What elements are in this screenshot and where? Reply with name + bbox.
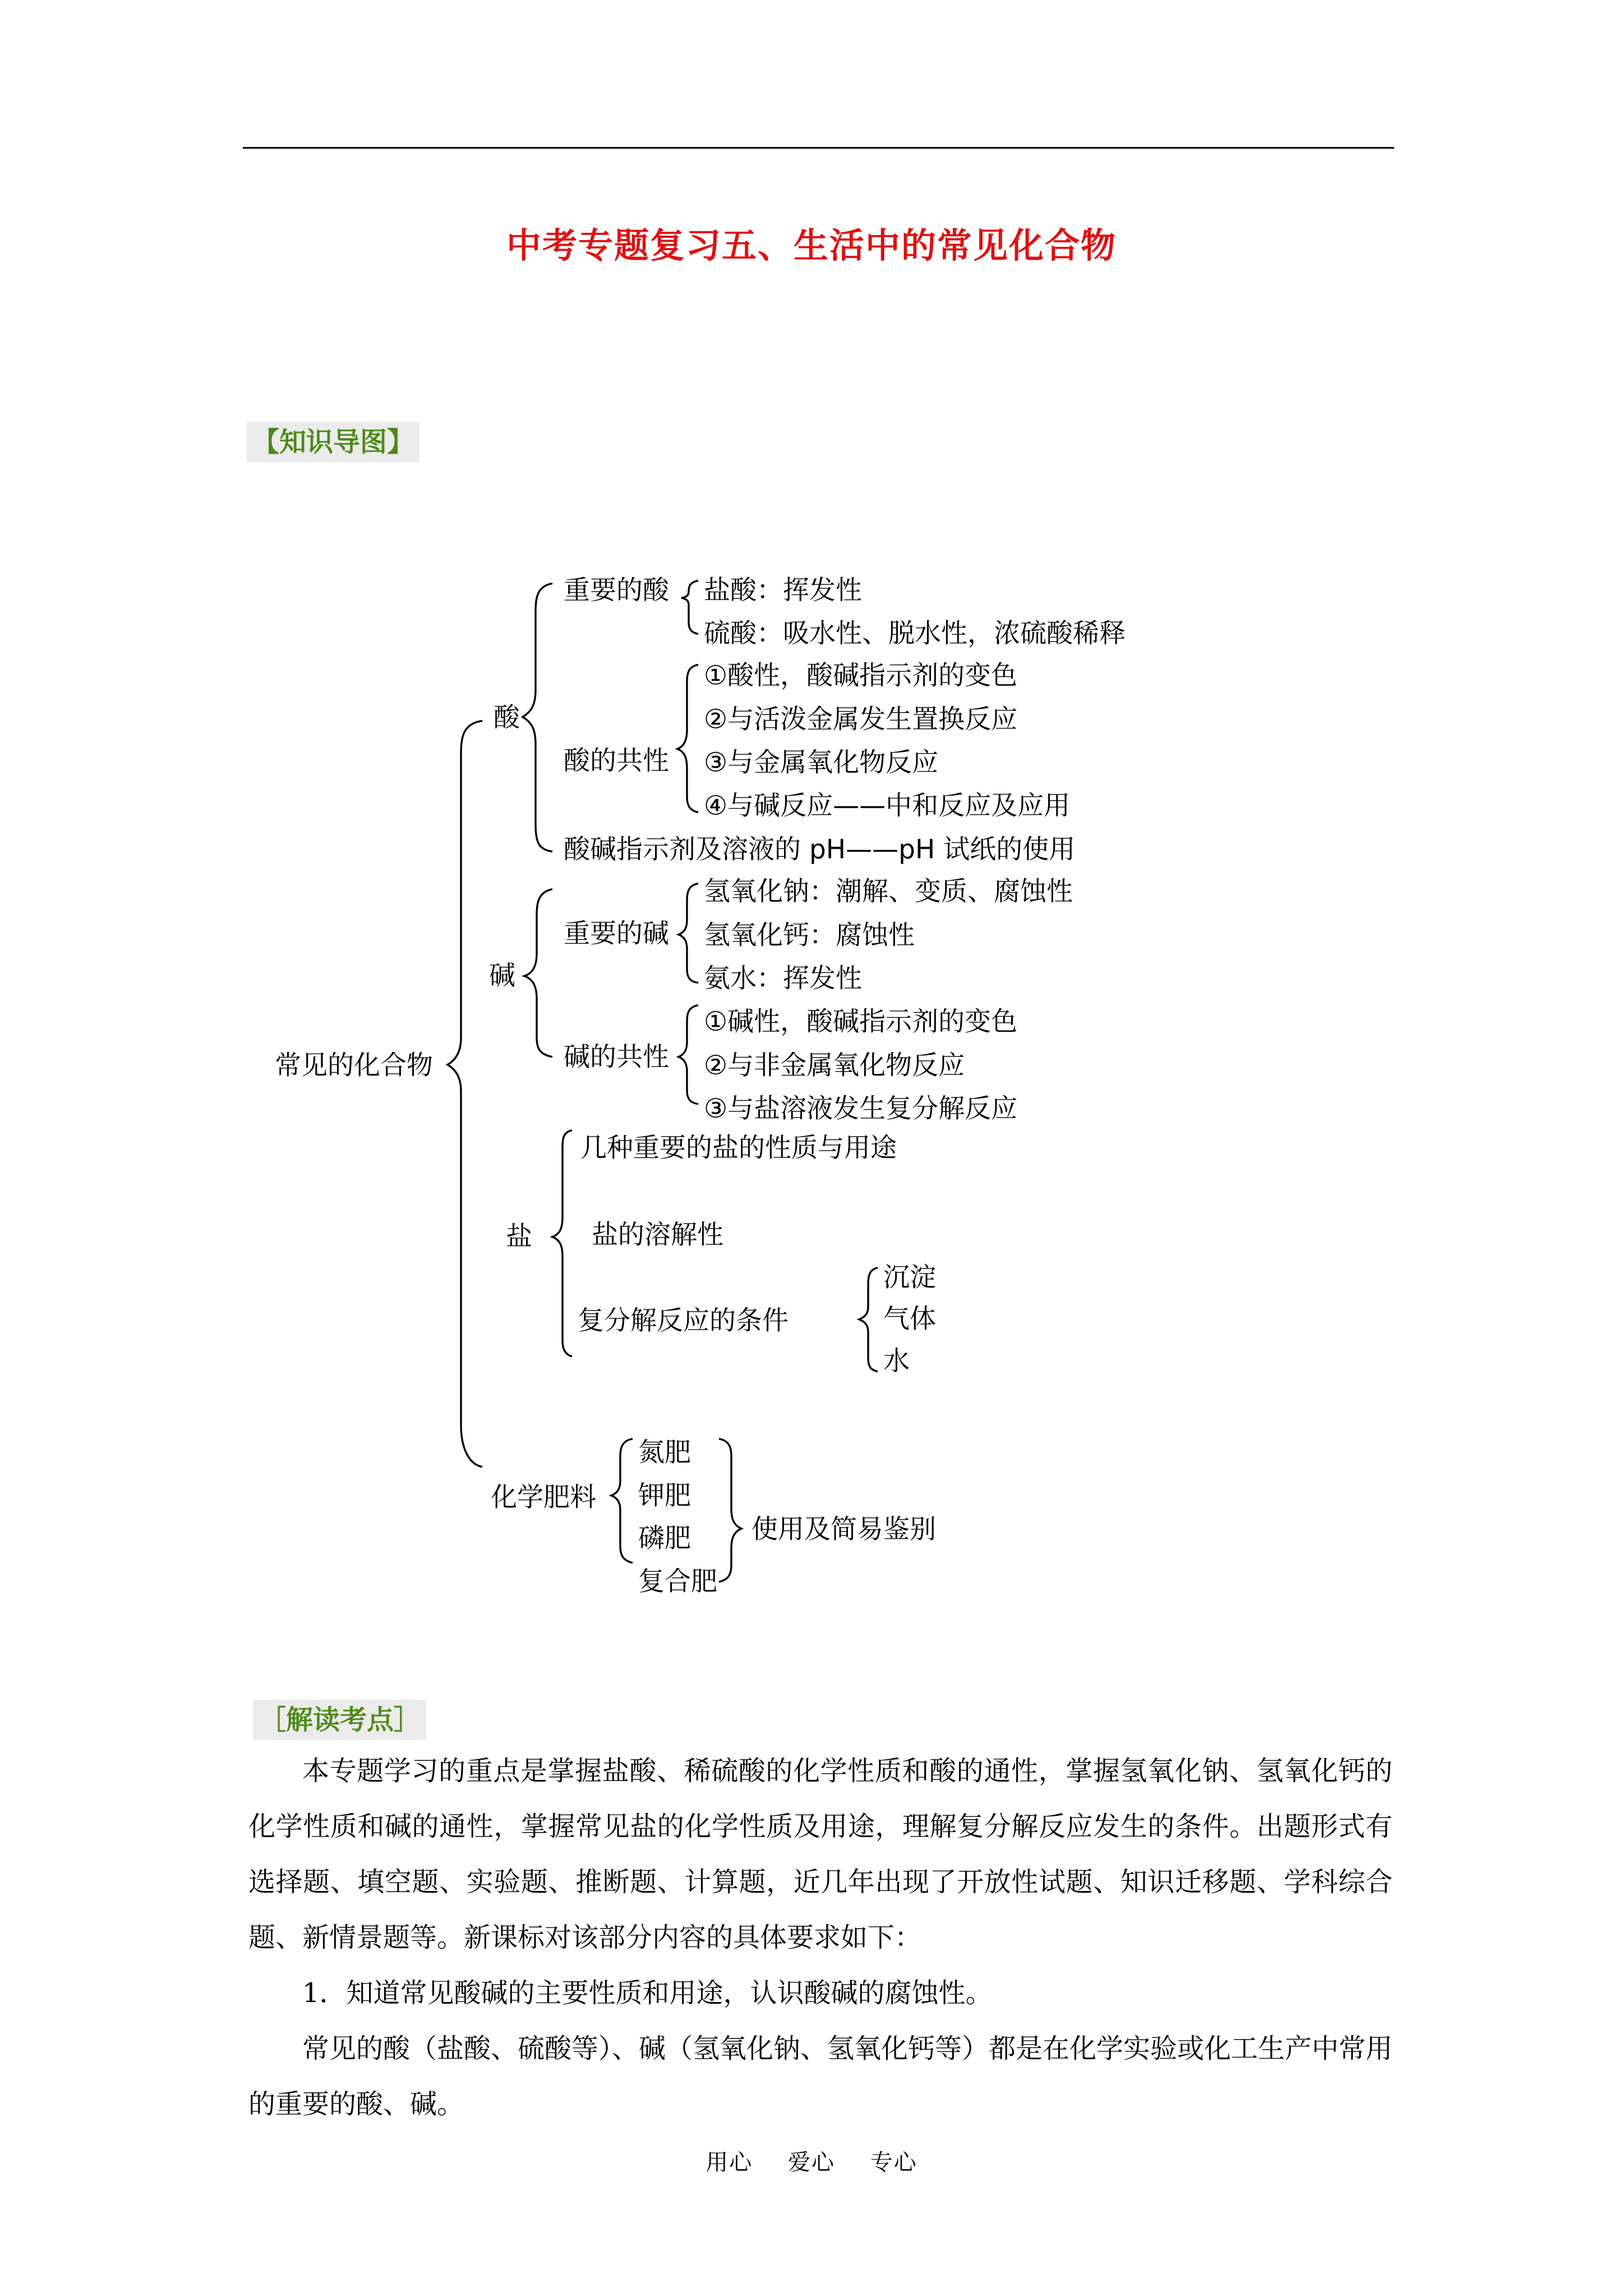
acid-common-item-4: ④与碱反应——中和反应及应用 [704, 790, 1071, 821]
base-common-item-1: ①碱性，酸碱指示剂的变色 [704, 1006, 1018, 1037]
fertilizer-2: 钾肥 [638, 1480, 691, 1511]
footer-word-1: 用心 [706, 2150, 753, 2175]
salt-item-3: 复分解反应的条件 [578, 1305, 789, 1336]
fertilizer-4: 复合肥 [638, 1566, 717, 1597]
fertilizer-3: 磷肥 [638, 1523, 691, 1554]
base-label: 碱 [489, 960, 515, 991]
h2so4-item: 硫酸：吸水性、脱水性，浓硫酸稀释 [704, 618, 1126, 649]
root-label: 常见的化合物 [275, 1050, 433, 1081]
acid-common-item-1: ①酸性，酸碱指示剂的变色 [704, 660, 1018, 691]
base-common-item-3: ③与盐溶液发生复分解反应 [704, 1093, 1018, 1124]
acid-common-brace [677, 665, 698, 812]
paragraph-3: 常见的酸（盐酸、硫酸等）、碱（氢氧化钠、氢氧化钙等）都是在化学实验或化工生产中常用的重要的酸、碱。 [248, 2033, 1393, 2120]
fertilizer-1: 氮肥 [638, 1437, 691, 1468]
condition-2: 气体 [883, 1304, 936, 1335]
page-title: 中考专题复习五、生活中的常见化合物 [506, 225, 1117, 266]
acid-common-item-3: ③与金属氧化物反应 [704, 747, 939, 778]
base-common-brace [679, 1005, 698, 1104]
caoh-item: 氢氧化钙：腐蚀性 [704, 920, 915, 951]
condition-1: 沉淀 [883, 1262, 936, 1293]
fertilizer-brace [611, 1439, 633, 1563]
paragraph-1: 本专题学习的重点是掌握盐酸、稀硫酸的化学性质和酸的通性，掌握氢氧化钠、氢氧化钙的化学性质和碱的通性，掌握常见盐的化学性质及用途，理解复分解反应发生的条件。出题形式有选择题、填空题、实验题、推断题、计算题，近几年出现了开放性试题、知识迁移题、学科综合题、新情景题等。新课标对该部分内容的具体要求如下： [248, 1755, 1393, 1953]
salt-item-1: 几种重要的盐的性质与用途 [580, 1133, 897, 1163]
fertilizer-use: 使用及简易鉴别 [751, 1514, 936, 1545]
acid-brace [523, 583, 552, 852]
fertilizer-use-brace [719, 1439, 741, 1582]
acid-common-label: 酸的共性 [564, 746, 669, 776]
footer-word-2: 爱心 [788, 2150, 835, 2175]
important-acid-label: 重要的酸 [564, 575, 669, 606]
fertilizer-label: 化学肥料 [491, 1482, 596, 1513]
root-brace [448, 721, 482, 1467]
acid-common-item-2: ②与活泼金属发生置换反应 [704, 704, 1018, 735]
naoh-item: 氢氧化钠：潮解、变质、腐蚀性 [704, 876, 1073, 907]
nh3-item: 氨水：挥发性 [704, 963, 862, 994]
page-footer [0, 2145, 1623, 2177]
acid-label: 酸 [494, 702, 520, 733]
base-common-item-2: ②与非金属氧化物反应 [704, 1050, 965, 1081]
hcl-item: 盐酸：挥发性 [704, 575, 862, 606]
section-knowledge-map: 【知识导图】 [247, 422, 419, 462]
footer-word-3: 专心 [870, 2150, 917, 2175]
condition-3: 水 [883, 1346, 910, 1377]
paragraph-2: 1．知道常见酸碱的主要性质和用途，认识酸碱的腐蚀性。 [302, 1977, 993, 2009]
section-key-points: ［解读考点］ [253, 1700, 426, 1740]
salt-brace [552, 1130, 572, 1356]
conditions-brace [859, 1268, 878, 1372]
indicator-item: 酸碱指示剂及溶液的 pH——pH 试纸的使用 [564, 834, 1076, 865]
important-base-brace [679, 884, 698, 983]
base-common-label: 碱的共性 [564, 1042, 669, 1073]
important-base-label: 重要的碱 [564, 918, 669, 949]
salt-item-2: 盐的溶解性 [592, 1220, 723, 1250]
body-text [248, 1743, 1393, 2132]
important-acid-brace [681, 581, 698, 634]
salt-label: 盐 [506, 1221, 532, 1252]
base-brace [524, 889, 552, 1057]
